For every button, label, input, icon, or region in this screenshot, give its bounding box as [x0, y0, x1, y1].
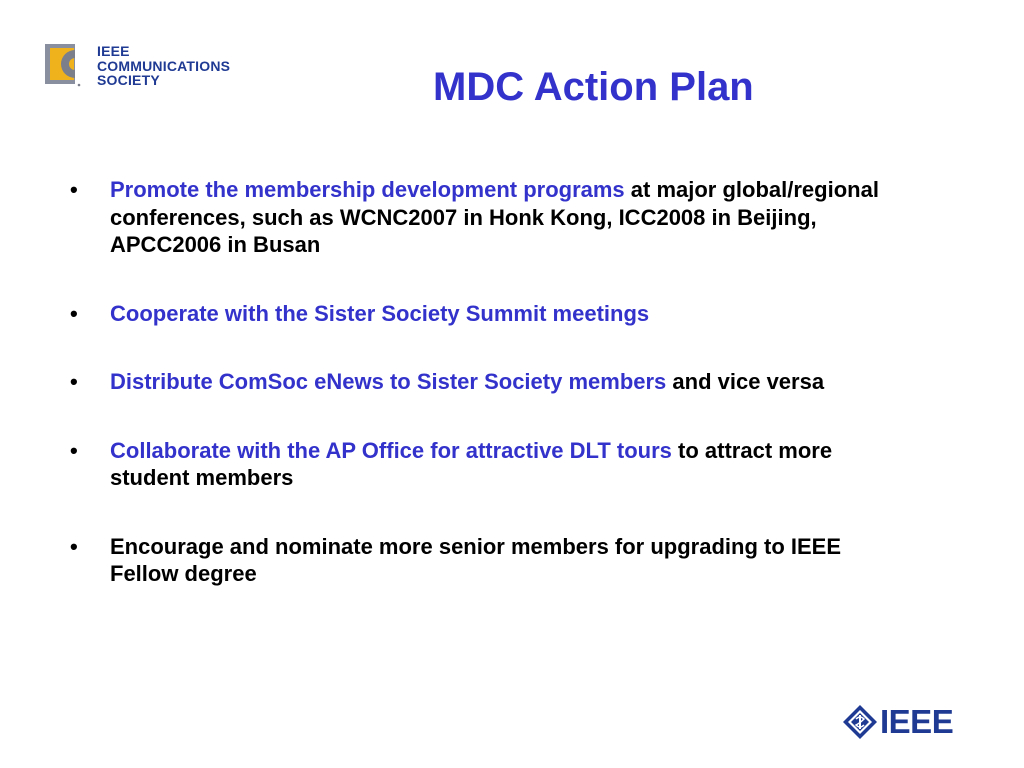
bullet-item-cooperate	[70, 300, 910, 328]
logo-line-society: SOCIETY	[97, 72, 160, 88]
bullet-marker: •	[70, 300, 78, 326]
bullet-item-encourage	[70, 533, 910, 588]
comsoc-logo-text	[97, 44, 230, 88]
bullet-text: to attract more student members	[110, 437, 833, 490]
bullet-marker: •	[70, 437, 78, 463]
bullet-list	[70, 176, 910, 588]
ieee-logo-text: IEEE	[880, 703, 954, 740]
bullet-highlight: Promote the membership development programs	[110, 177, 625, 202]
ieee-comsoc-logo	[45, 44, 255, 92]
bullet-marker: •	[70, 177, 78, 202]
slide-title: MDC Action Plan	[433, 65, 754, 109]
bullet-text: at major global/regional conferences, such as WCNC2007 in Honk Kong, ICC2008 in Beijing, APCC2006 in Busan	[110, 177, 879, 257]
bullet-marker: •	[70, 369, 78, 394]
bullet-highlight: Distribute ComSoc eNews to Sister Society members	[110, 369, 667, 394]
bullet-item-collaborate	[70, 437, 910, 492]
logo-line-communications: COMMUNICATIONS	[97, 57, 231, 74]
bullet-item-distribute	[70, 368, 910, 396]
bullet-item-promote	[70, 176, 910, 259]
bullet-highlight: Collaborate with the AP Office for attractive DLT tours	[110, 437, 672, 463]
bullet-marker: •	[70, 533, 78, 559]
ieee-diamond-icon	[842, 704, 878, 740]
bullet-highlight: Cooperate with the Sister Society Summit meetings	[110, 300, 650, 326]
bullet-text: and vice versa	[666, 369, 825, 394]
comsoc-logo-icon	[45, 44, 95, 88]
bullet-text: Encourage and nominate more senior members for upgrading to IEEE Fellow degree	[110, 533, 842, 586]
logo-line-ieee: IEEE	[97, 43, 130, 59]
ieee-logo	[842, 702, 964, 744]
